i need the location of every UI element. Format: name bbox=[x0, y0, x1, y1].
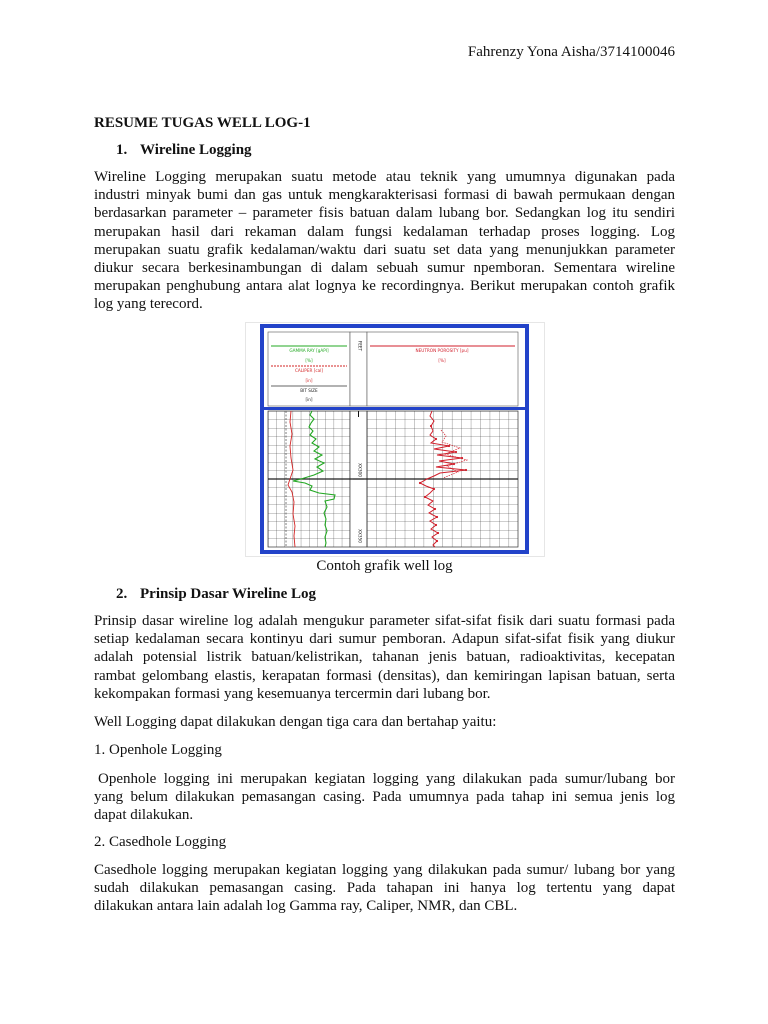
curve-marker bbox=[433, 488, 435, 490]
curve-marker bbox=[424, 496, 426, 498]
curve-marker bbox=[455, 451, 457, 453]
curve-marker bbox=[419, 482, 421, 484]
paragraph-line: berdasarkan parameter – parameter fisis batuan dalam lubang bor. Sedangkan log itu sendiri bbox=[94, 205, 675, 222]
paragraph-line: sudah dilakukan pemasangan casing. Pada tahapan ini hanya log tertentu yang dapat bbox=[94, 880, 675, 897]
curve-marker bbox=[437, 532, 439, 534]
caliper-unit-label: [in] bbox=[305, 378, 313, 383]
paragraph-line: dilakukan antara lain adalah log Gamma ray, Caliper, NMR, dan CBL. bbox=[94, 898, 518, 915]
well-log-figure bbox=[245, 322, 545, 557]
curve-marker bbox=[461, 457, 463, 459]
paragraph-line: diukur secara berkesinambungan di dalam sebuah sumur npemboran. Sementara wireline bbox=[94, 259, 675, 276]
paragraph-line: industri minyak bumi dan gas untuk mengkarakterisasi formasi di bawah permukaan dengan bbox=[94, 187, 675, 204]
neutron-porosity-unit-label: [%] bbox=[438, 358, 446, 363]
methods-intro: Well Logging dapat dilakukan dengan tiga cara dan bertahap yaitu: bbox=[94, 714, 497, 730]
method-title-casedhole: 2. Casedhole Logging bbox=[94, 834, 227, 850]
paragraph-line: setiap kedalaman secara kontinyu dari sumur pemboran. Adapun sifat-sifat fisik yang diukur bbox=[94, 631, 675, 648]
figure-caption: Contoh grafik well log bbox=[316, 558, 453, 574]
paragraph-line: merupakan hasil dari rekaman dalam fungsi kedalaman terhadap proses logging. Log bbox=[94, 223, 675, 240]
method-paragraph-casedhole bbox=[94, 861, 675, 916]
curve-marker bbox=[436, 540, 438, 542]
paragraph-line: Prinsip dasar wireline log adalah mengukur parameter sifat-sifat fisik dari suatu formasi pada bbox=[94, 613, 675, 629]
curve-marker bbox=[453, 463, 455, 465]
section-2-heading bbox=[116, 585, 316, 603]
bit-size-unit-label: [in] bbox=[305, 397, 313, 402]
paragraph-line: Wireline Logging merupakan suatu metode atau teknik yang umumnya digunakan pada bbox=[94, 169, 675, 185]
curve-marker bbox=[465, 469, 467, 471]
curve-marker bbox=[434, 508, 436, 510]
paragraph-line: kekompakan formasi yang kesemuanya tercermin dari lubang bor. bbox=[94, 685, 491, 702]
curve-marker bbox=[448, 445, 450, 447]
section-number: 2. bbox=[116, 586, 128, 602]
author-header: Fahrenzy Yona Aisha/3714100046 bbox=[467, 44, 675, 60]
paragraph-line: log yang terecord. bbox=[94, 296, 203, 313]
paragraph-line: Openhole logging ini merupakan kegiatan logging yang dilakukan pada sumur/lubang bor bbox=[98, 771, 675, 787]
curve-marker bbox=[435, 524, 437, 526]
right-track-header bbox=[367, 332, 518, 406]
paragraph-line: adalah potensial listrik batuan/kelistrikan, tahanan jenis batuan, radioaktivitas, kecepatan bbox=[94, 649, 675, 666]
section-number: 1. bbox=[116, 142, 128, 158]
paragraph-line: Casedhole logging merupakan kegiatan logging yang dilakukan pada sumur/ lubang bor yang bbox=[94, 862, 675, 878]
paragraph-line: merupakan suatu grafik kedalaman/waktu dari suatu set data yang menunjukkan parameter bbox=[94, 241, 675, 258]
paragraph-line: yang belum dilakukan pemasangan casing. Pada umumnya pada tahap ini semua jenis log bbox=[94, 789, 675, 806]
section-title: Wireline Logging bbox=[140, 142, 252, 158]
method-paragraph-openhole bbox=[94, 770, 675, 825]
bit-size-label: BIT SIZE bbox=[300, 388, 318, 393]
depth-marker-label: XX350 bbox=[357, 529, 363, 543]
section-1-heading bbox=[116, 141, 252, 159]
caliper-label: CALIPER [cal] bbox=[294, 368, 324, 373]
depth-marker-label: XX300 bbox=[357, 463, 363, 477]
paragraph-line: dapat dilakukan. bbox=[94, 807, 194, 824]
depth-unit-label: FEET bbox=[357, 340, 363, 352]
document-title: RESUME TUGAS WELL LOG-1 bbox=[94, 115, 311, 131]
section-2-paragraph bbox=[94, 612, 675, 703]
curve-marker bbox=[435, 438, 437, 440]
gamma-ray-unit-label: [%] bbox=[305, 358, 313, 363]
well-log-figure-container bbox=[245, 322, 545, 557]
section-1-paragraph bbox=[94, 168, 675, 314]
curve-marker bbox=[436, 516, 438, 518]
method-title-openhole: 1. Openhole Logging bbox=[94, 742, 222, 758]
section-title: Prinsip Dasar Wireline Log bbox=[140, 586, 316, 602]
paragraph-line: merupakan penghubung antara alat lognya ke recordingnya. Berikut merupakan contoh grafik bbox=[94, 278, 675, 295]
gamma-ray-label: GAMMA RAY [gAPI] bbox=[289, 348, 329, 353]
neutron-porosity-label: NEUTRON POROSITY [pu] bbox=[415, 348, 469, 353]
curve-marker bbox=[430, 425, 432, 427]
paragraph-line: rambat gelombang elastis, kerapatan formasi (densitas), dan kemiringan lapisan batuan, serta bbox=[94, 667, 675, 684]
